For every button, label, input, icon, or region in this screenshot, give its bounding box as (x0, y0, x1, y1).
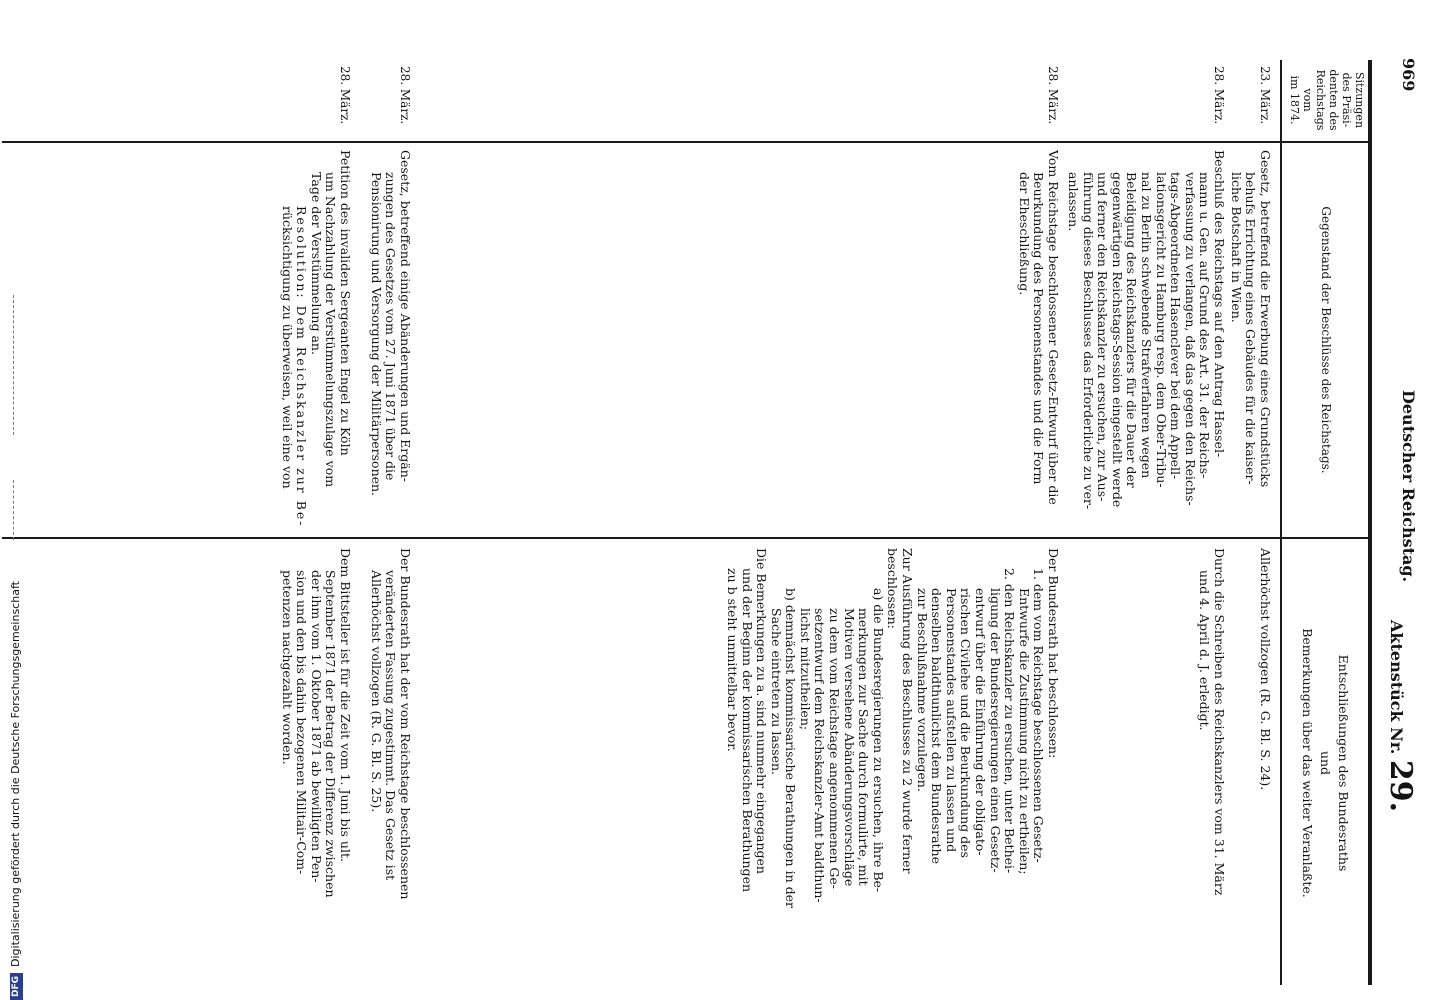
subject-column-divider (2, 537, 1372, 539)
row-date: 28. März. (1046, 66, 1060, 125)
header-rule (1280, 60, 1282, 985)
subject-line: verfassung zu verlangen, daß das gegen den Reichs- (1182, 172, 1198, 506)
subject-block (279, 150, 308, 532)
subject-line: anlassen. (1066, 172, 1082, 232)
decision-line: der ihm vom 1. Oktober 1871 ab bewilligten Pen- (308, 570, 324, 883)
subject-line: tags-Abgeordneten Hasenclever bei dem Appell- (1168, 172, 1184, 480)
date-head-line: vom (1301, 88, 1314, 112)
decision-line: entwurf über die Einführung der obligato- (973, 588, 989, 856)
subject-line: führung dieses Beschlusses das Erforderliche zu ver- (1080, 172, 1096, 510)
decision-block (797, 548, 885, 978)
decision-line: petenzen nachgezahlt worden. (279, 570, 295, 765)
subject-line: Resolution: Dem Reichskanzler zur Be- (294, 206, 310, 528)
decision-block (914, 548, 1016, 978)
subject-line: der Eheschließung. (1016, 172, 1032, 296)
row-date: 28. März. (1212, 66, 1226, 125)
section-nr-prefix: Nr. (1387, 727, 1406, 755)
date-head-line: denten des (1327, 69, 1340, 131)
date-head-line: Reichstags (1314, 69, 1327, 131)
row-decision (279, 548, 352, 978)
subject-line: Gesetz, betreffend die Erwerbung eines Grundstücks (1258, 150, 1273, 488)
subject-column-heading: Gegenstand der Beschlüsse des Reichstags. (1319, 206, 1333, 474)
decision-line: zu b steht unmittelbar bevor. (724, 568, 740, 752)
decision-line: Dem Bittsteller ist für die Zeit vom 1. Juni bis ult. (338, 548, 353, 862)
decision-line: zur Beschlußnahme vorzulegen. (914, 588, 930, 792)
row-subject (1016, 150, 1060, 532)
section-label (1383, 620, 1418, 812)
decision-line: sion und den bis dahin bezogenen Militair-Com- (294, 570, 310, 875)
subject-line: behufs Errichtung eines Gebäudes für die kaiser- (1243, 172, 1259, 485)
decision-line: und 4. April d. J. erledigt. (1197, 570, 1213, 731)
decision-line: ligung der Bundesregierungen einen Gesetz- (987, 588, 1003, 873)
decision-head-line: und (1318, 750, 1333, 776)
subject-line: Beleidigung des Reichskanzlers für die Dauer der (1124, 172, 1140, 488)
decision-line: Der Bundesrath hat beschlossen: (1046, 548, 1061, 759)
decision-line: Personenstandes aufstellen zu lassen und (943, 588, 959, 853)
row-decision (724, 548, 1060, 978)
subject-line: Petition des invaliden Sergeanten Engel zu Köln (338, 150, 353, 456)
decision-block (768, 548, 797, 978)
digitization-note (4, 0, 28, 1000)
subject-block (308, 150, 352, 532)
subject-line: lationsgericht zu Hamburg resp. dem Ober-Tribu- (1153, 172, 1169, 488)
decision-block (885, 548, 914, 978)
page-number: 969 (1399, 58, 1418, 92)
subject-line: nal zu Berlin schwebende Strafverfahren wegen (1139, 172, 1155, 479)
subject-line: Beschluß des Reichstags auf den Antrag Hassel- (1212, 150, 1227, 458)
date-column-heading (1288, 62, 1366, 138)
row-decision (368, 548, 412, 978)
row-date: 23. März. (1258, 66, 1272, 125)
subject-line: um Nachzahlung der Verstümmelungszulage vom (323, 172, 339, 488)
subject-line: liche Botschaft in Wien. (1228, 172, 1244, 323)
dfg-logo: DFG (10, 973, 23, 1000)
row-date: 28. März. (398, 66, 412, 125)
decision-line: Zur Ausführung des Beschlusses zu 2 wurde ferner (900, 548, 916, 874)
subject-line: und ferner den Reichskanzler zu ersuchen, zur Aus- (1095, 172, 1111, 502)
decision-line: Die Bemerkungen zu a. sind nunmehr eingegangen (754, 548, 770, 874)
subject-line: Beurkundung des Personenstandes und die Form (1031, 172, 1047, 485)
subject-line: Gesetz, betreffend einige Abänderungen und Ergän- (398, 150, 413, 483)
decision-line: b) demnächst kommissarische Berathungen in der (783, 588, 799, 908)
decision-line: Allerhöchst vollzogen (R. G. Bl. S. 24). (1258, 548, 1273, 791)
decision-column-heading (1298, 548, 1352, 978)
row-decision (1197, 548, 1226, 978)
section-name: Aktenstück (1387, 620, 1406, 722)
section-number: 29. (1383, 759, 1418, 813)
digitization-text: Digitalisierung gefördert durch die Deutsche Forschungsgemeinschaft (9, 581, 22, 967)
date-head-line: Sitzungen (1353, 71, 1366, 129)
subject-line: gegenwärtigen Reichstags-Session eingestellt werde (1109, 172, 1125, 508)
subject-line: Tage der Verstümmelung an. (308, 172, 324, 355)
date-column-divider (2, 141, 1372, 143)
decision-line: September 1871 der Betrag der Differenz zwischen (323, 570, 339, 898)
decision-head-line: Entschließungen des Bundesraths (1336, 654, 1351, 872)
row-decision (1257, 548, 1272, 978)
subject-line: mann u. Gen. auf Grund des Art. 31. der Reichs- (1197, 172, 1213, 479)
date-head-line: im 1874. (1288, 75, 1301, 125)
decision-line: setzentwurf dem Reichskanzler-Amt baldthun- (812, 608, 828, 903)
row-date: 28. März. (338, 66, 352, 125)
subject-line: Pensionirung und Versorgung der Militärpersonen. (368, 172, 384, 497)
decision-line: Motiven versehene Abänderungsvorschläge (841, 608, 857, 887)
decision-line: rischen Civilehe und die Beurkundung des (958, 588, 974, 858)
row-subject (1065, 150, 1226, 532)
decision-line: Entwurfe die Zustimmung nicht zu ertheilen; (1016, 588, 1032, 875)
decision-line: zu dem vom Reichstage angenommenen Ge- (827, 608, 843, 890)
top-rule (1368, 60, 1372, 985)
subject-line: rücksichtigung zu überweisen, weil eine von (279, 206, 295, 489)
decision-line: 2. den Reichskanzler zu ersuchen, unter Bethei- (1002, 568, 1018, 874)
row-subject (368, 150, 412, 532)
decision-line: Der Bundesrath hat der vom Reichstage beschlossenen (398, 548, 413, 900)
row-subject (1228, 150, 1272, 532)
row-subject (279, 150, 352, 532)
page-title: Deutscher Reichstag. (1399, 390, 1418, 583)
decision-block (1045, 548, 1060, 978)
decision-line: Allerhöchst vollzogen (R. G. Bl. S. 25). (368, 570, 384, 813)
date-head-line: des Präsi- (1340, 72, 1353, 128)
decision-line: Sache eintreten zu lassen. (768, 608, 784, 776)
subject-line: zungen des Gesetzes vom 27. Juni 1871 über die (383, 172, 399, 481)
decision-line: Durch die Schreiben des Reichskanzlers vom 31. März (1212, 548, 1227, 896)
decision-line: 1. dem vom Reichstage beschlossenen Gesetz- (1031, 568, 1047, 863)
decision-block (1016, 548, 1045, 978)
decision-head-line: Bemerkungen über das weiter Veranlaßte. (1300, 628, 1315, 898)
decision-line: merkungen zur Sache durch formulirte, mit (856, 608, 872, 886)
decision-line: lichst mitzutheilen; (797, 608, 813, 731)
decision-line: beschlossen: (885, 548, 901, 629)
decision-line: veränderten Fassung zugestimmt. Das Gesetz ist (383, 570, 399, 881)
decision-block (724, 548, 768, 978)
decision-line: und der Beginn der kommissarischen Berathungen (739, 568, 755, 893)
subject-line: Vom Reichstage beschlossener Gesetz-Entwurf über die (1046, 150, 1061, 505)
decision-line: denselben baldthunlichst dem Bundesrathe (929, 588, 945, 864)
decision-line: a) die Bundesregierungen zu ersuchen, ihre Be- (870, 588, 886, 893)
